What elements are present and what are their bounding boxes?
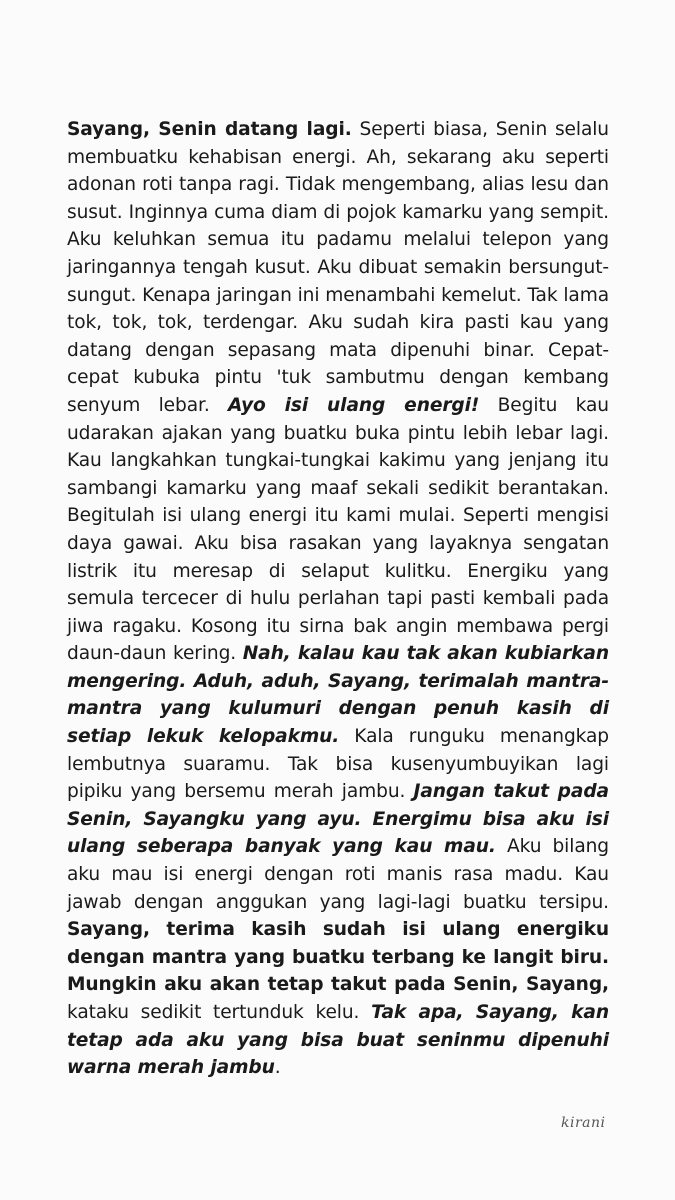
author-signature: kirani [561, 1115, 606, 1131]
text-segment: Begitu kau udarakan ajakan yang buatku buka pintu lebih lebar lagi. Kau langkahkan tungkai-tungkai kakimu yang jenjang itu sambangi kamarku yang maaf sekali sedikit berantakan. Begitulah isi ulang energi itu kami mulai. Seperti mengisi daya gawai. Aku bisa rasakan yang layaknya sengatan listrik itu meresap di selaput kulitku. Energiku yang semula tercecer di hulu perlahan tapi pasti kembali pada jiwa ragaku. Kosong itu sirna bak angin membawa pergi daun-daun kering. [67, 394, 609, 665]
text-segment-bold: Sayang, Senin datang lagi. [67, 119, 352, 140]
text-segment: . [274, 1057, 281, 1079]
text-segment: Aku bilang aku mau isi energi dengan roti manis rasa madu. Kau jawab dengan anggukan yang lagi-lagi buatku tersipu. [67, 836, 609, 913]
prose-paragraph [67, 116, 609, 1082]
text-segment-bold-italic: Jangan takut pada Senin, Sayangku yang ayu. Energimu bisa aku isi ulang seberapa banyak yang kau mau. [67, 781, 609, 858]
text-segment-bold: Sayang, terima kasih sudah isi ulang energiku dengan mantra yang buatku terbang ke langit biru. Mungkin aku akan tetap takut pada Senin, Sayang, [67, 919, 609, 996]
text-segment-bold-italic: Ayo isi ulang energi! [228, 394, 480, 416]
text-segment: Seperti biasa, Senin selalu membuatku kehabisan energi. Ah, sekarang aku seperti adonan roti tanpa ragi. Tidak mengembang, alias lesu dan susut. Inginnya cuma diam di pojok kamarku yang sempit. Aku keluhkan semua itu padamu melalui telepon yang jaringannya tengah kusut. Aku dibuat semakin bersungut-sungut. Kenapa jaringan ini menambahi kemelut. Tak lama tok, tok, tok, terdengar. Aku sudah kira pasti kau yang datang dengan sepasang mata dipenuhi binar. Cepat-cepat kubuka pintu 'tuk sambutmu dengan kembang senyum lebar. [67, 119, 609, 416]
text-segment: kataku sedikit tertunduk kelu. [67, 1002, 372, 1023]
text-segment-bold-italic: Tak apa, Sayang, kan tetap ada aku yang bisa buat seninmu dipenuhi warna merah jambu [67, 1002, 609, 1079]
text-segment: Kala runguku menangkap lembutnya suaramu. Tak bisa kusenyumbuyikan lagi pipiku yang bersemu merah jambu. [67, 726, 609, 803]
text-segment-bold-italic: Nah, kalau kau tak akan kubiarkan mengering. Aduh, aduh, Sayang, terimalah mantra-mantra yang kulumuri dengan penuh kasih di setiap lekuk kelopakmu. [67, 643, 609, 748]
